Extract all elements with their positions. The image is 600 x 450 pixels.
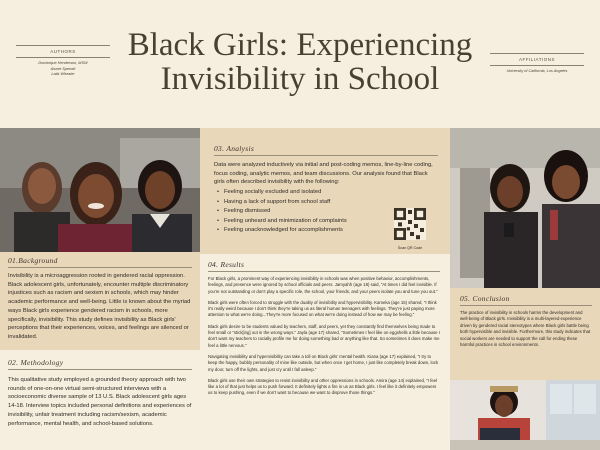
results-paragraph: For Black girls, a prominent way of experiencing invisibility in schools was when positive behavior, accomplishments, feelings, and presence were ignored by school officials and peers. Jamyahh (age 18) said, "At times I did feel invisible. If you're not outstanding or don't play a specific role, the school, your friends, and your peers isolate you and tune you out." (208, 276, 438, 294)
author-name: Dominique Henderson, MSW (38, 61, 88, 65)
results-paragraph: Black girls desire to be students valued by teachers, staff, and peers, yet they constantly find themselves being made to feel small or "stick[ing] out in the wrong ways." Jayla (age 17) shared, "Sometimes I feel like on eggshells a little because I don't want my teachers to racially profile me for doing something bad or anything like that. So sometimes it does make me feel a little nervous." (208, 323, 440, 348)
divider (490, 53, 584, 54)
divider (8, 369, 192, 370)
results-paragraph: Black girls were often forced to struggle with the duality of invisibility and hypervisibility. Kameka (age 15) shared, "I think it's really weird because I don't think they're taking us as literal human teenagers with feelings. They're just paying more attention to what we're doing...They're more focused on what we're doing instead of how we may be feeling." (208, 299, 437, 318)
divider (214, 155, 438, 156)
methodology-text: This qualitative study employed a grounded theory approach with two rounds of one-on-one virtual semi-structured interviews with a socioeconomic diverse sample of 13 U.S. Black adolescent girls ages 14-18. Interview topics included personal definitions and experiences of invisibility, unfair treatment including racism/sexism, academic performance, mental health, and school-based solutions. (8, 377, 192, 427)
affiliation-line: University of California, Los Angeles (506, 69, 568, 73)
poster-header (0, 0, 600, 128)
analysis-text: Data were analyzed inductively via initial and post-coding memos, line-by-line coding, focus coding, analytic memos, and team discussions. Our analysis found that Black girls often described invisibility with the following: (214, 162, 433, 186)
divider (208, 271, 440, 272)
methodology-title: 02. Methodology (8, 358, 64, 367)
results-title: 04. Results (208, 260, 245, 269)
affiliations-block (490, 50, 584, 75)
conclusion-text: The practice of invisibility in schools harms the development and well-being of Black girls. Invisibility is a multi-layered experience driven by gendered racial stereotypes where Black girls battle being both hypervisible and invisible. Furthermore, this study indicates that social workers are needed to support the call for ending these harmful practices in school environments. (460, 310, 591, 348)
poster-title: Black Girls: Experiencing Invisibility in School (127, 27, 473, 97)
divider (490, 65, 584, 66)
methodology-section (0, 350, 200, 450)
list-item: • Feeling unheard and minimization of complaints (224, 217, 394, 227)
girls-with-phones-photo (450, 128, 600, 288)
qr-caption: Scan QR Code (397, 246, 423, 250)
author-name: Aisnet Sperotti (50, 66, 76, 71)
divider (8, 267, 192, 268)
list-item: • Feeling socially excluded and isolated (224, 188, 394, 198)
students-photo (0, 128, 200, 252)
conclusion-section (450, 288, 600, 380)
conclusion-title: 05. Conclusion (460, 294, 510, 303)
divider (460, 305, 592, 306)
analysis-findings-list (214, 188, 394, 236)
authors-block (16, 42, 110, 78)
qr-code-block[interactable] (394, 208, 430, 250)
analysis-title: 03. Analysis (214, 144, 255, 153)
results-paragraph: Black girls use their own strategies to resist invisibility and other oppressions in schools. Amira (age 14) explained, "I feel like a lot of that just helps us to push forward. It definitely lights a fire in us as Black girls. I feel like it definitely empowers us to keep pushing, even if we don't want to because we want to disprove those things." (208, 377, 438, 396)
background-section (0, 252, 200, 350)
affiliations-heading: AFFILIATIONS (519, 57, 555, 62)
qr-code-icon (394, 208, 426, 240)
author-name: Laila Whealer (51, 72, 75, 76)
authors-heading: AUTHORS (50, 49, 76, 54)
list-item: • Feeling dismissed (224, 207, 394, 217)
list-item: • Having a lack of support from school staff (224, 198, 394, 208)
results-paragraph: Navigating invisibility and hypervisibility can take a toll on Black girls' mental health. Kiana (age 17) explained, "I try to keep the happy, bubbly personality of mine like outside, but when once I get home, I just like completely break down, lock my door, turn off the lights, and just cry until I fall asleep." (208, 353, 439, 372)
divider (16, 45, 110, 46)
girl-with-laptop-photo (450, 380, 600, 450)
background-text: Invisibility is a microaggression rooted in gendered racial oppression. Black adolescent girls, unfortunately, encounter multiple discriminatory injustices such as racism and sexism in schools, which may hinder academic performance and well-being. Little is known about the myriad ways Black girls experience gendered racism in schools, more specifically, invisibility. This study defines invisibility as Black girls' perceptions that their experiences, voices, and feelings are silenced or invalidated. (8, 273, 191, 340)
background-title: 01.Background (8, 256, 58, 265)
analysis-section (200, 128, 450, 254)
divider (16, 57, 110, 58)
list-item: • Feeling unacknowledged for accomplishments (224, 226, 394, 236)
results-section (200, 254, 450, 450)
